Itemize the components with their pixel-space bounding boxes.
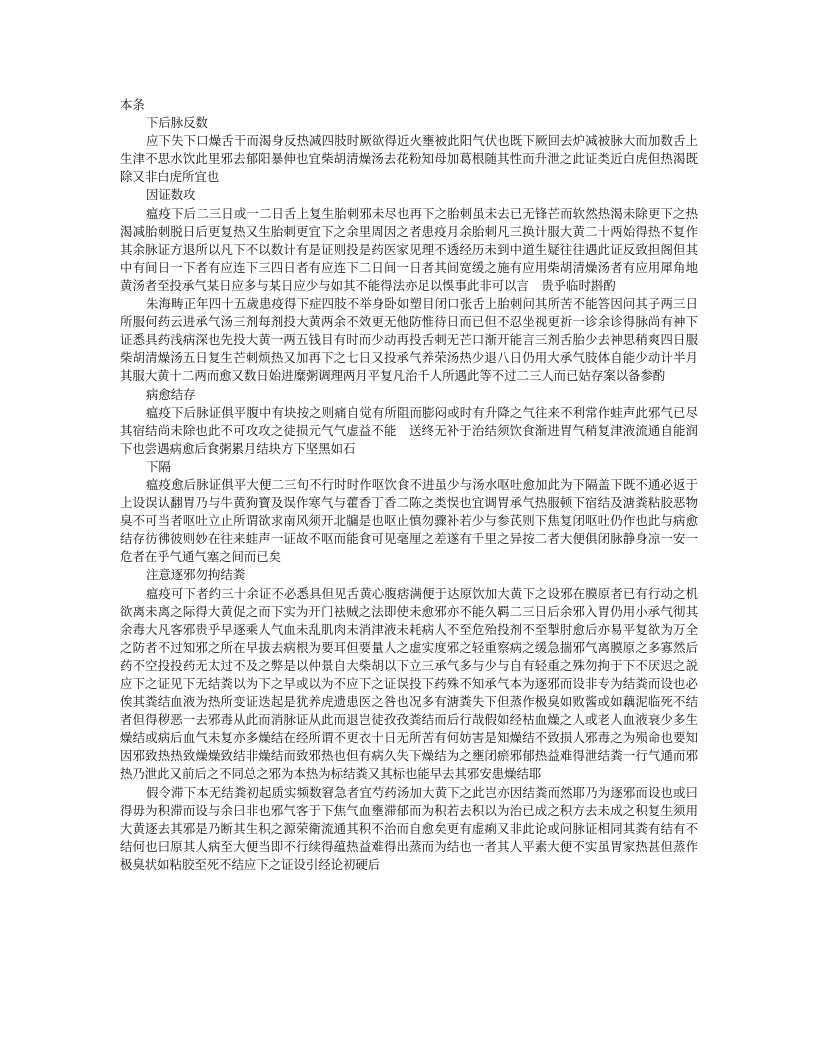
document-page bbox=[120, 96, 711, 874]
paragraph: 瘟疫可下者约三十余证不必悉具但见舌黄心腹痞满便于达原饮加大黄下之设邪在膜原者已有行动之机欲离未离之际得大黄促之而下实为开门袪贼之法即使未愈邪亦不能久羁二三日后余邪入胃仍用小承气彻其余毒大凡客邪贵乎早逐乘人气血未乱肌肉未消津液未耗病人不至危殆投剂不至掣肘愈后亦易平复欲为万全之防者不过知邪之所在早拔去病根为要耳但要量人之虚实度邪之轻重察病之缓急揣邪气离膜原之多寡然后药不空投投药无太过不及之弊是以仲景自大柴胡以下立三承气多与少与自有轻重之殊勿拘于下不厌迟之説 应下之证见下无结粪以为下之早或以为不应下之证误投下药殊不知承气本为逐邪而设非专为结粪而设也必俟其粪结血液为热所变证迭起是犹养虎遗患医之咎也况多有溏粪失下但蒸作极臭如败酱或如藕泥临死不结者但得秽恶一去邪毒从此而消脉证从此而退岂徒孜孜粪结而后行哉假如经枯血燥之人或老人血液衰少多生燥结或病后血气未复亦多燥结在经所谓不更衣十日无所苦有何妨害是知燥结不致损人邪毒之为殒命也要知因邪致热热致燥燥致结非燥结而致邪热也但有病久失下燥结为之壅闭瘀邪郁热益难得泄结粪一行气通而邪热乃泄此又前后之不同总之邪为本热为标结粪又其标也能早去其邪安患燥结耶 bbox=[120, 585, 711, 782]
paragraph: 瘟疫下后脉证俱平腹中有块按之则痛自觉有所阻而膨闷或时有升降之气往来不利常作蛙声此邪气已尽其宿结尚未除也此不可攻攻之徒损元气气虚益不能 送终无补于治结须饮食渐进胃气稍复津液流通自能润下也尝遇病愈后食粥累月结块方下坚黑如石 bbox=[120, 404, 698, 456]
section-heading-lower-block: 下隔 bbox=[146, 458, 171, 474]
paragraph: 应下失下口燥舌干而渴身反热减四肢时厥欲得近火壅被此阳气伏也既下厥回去炉减被脉大而加数舌上生津不思水饮此里邪去郁阳暴伸也宜柴胡清燥汤去花粉知母加葛根随其性而升泄之此证类近白虎但热渴既除又非白虎所宜也 bbox=[120, 133, 698, 185]
section-heading-repeated-purge: 因证数攻 bbox=[146, 187, 196, 203]
section-heading-expel-pathogen: 注意逐邪勿拘结粪 bbox=[146, 567, 246, 583]
paragraph: 瘟疫愈后脉证俱平大便二三旬不行时时作呕饮食不进虽少与汤水呕吐愈加此为下隔盖下既不通必返于上设误认翻胃乃与牛黄狗寶及误作寒气与藿香丁香二陈之类悮也宜调胃承气热服顿下宿结及溏粪粘胶恶物臭不可当者呕吐立止所谓欲求南风须开北牖是也呕止慎勿骤补若少与参芪则下焦复闭呕吐仍作也此与病愈结存彷彿彼则妙在往来蛙声一证故不呕而能食可见毫厘之差遂有千里之异按二者大便俱闭脉静身凉一安一危者在乎气通气塞之间而已矣 bbox=[120, 476, 698, 565]
paragraph: 瘟疫下后二三日或一二日舌上复生胎刺邪未尽也再下之胎刺虽未去已无锋芒而软然热渴未除更下之热渴减胎刺脱日后更复热又生胎刺更宜下之余里周因之者患疫月余胎刺凡三换计服大黄二十两始得热不复作其余脉证方退所以凡下不以数计有是证则投是药医家见理不透经历未到中道生疑往往遇此证反致担阁但其中有间日一下者有应连下三四日者有应连下二日间一日者其间宽缓之施有应用柴胡清燥汤者有应用犀角地黄汤者至投承气某日应多与某日应少与如其不能得法亦足以悞事此非可以言 贵乎临时斟酌 bbox=[120, 205, 698, 293]
paragraph-case-record: 朱海畴正年四十五歲患疫得下症四肢不举身卧如塑目闭口张舌上胎刺问其所苦不能答因问其子两三日所服何药云进承气汤三剂每剂投大黄两余不效更无他防惟待日而已但不忍坐视更祈一诊余诊得脉尚有神下证悉具药浅病深也先投大黄一两五钱目有时而少动再投舌刺无芒口渐开能言三剂舌胎少去神思稍爽四日服柴胡清燥汤五日复生芒刺烦热又加再下之七日又投承气养荣汤热少退八日仍用大承气肢体自能少动计半月其服大黄十二两而愈又数日始进糜粥调理两月平复凡治千人所遇此等不过二三人而已姑存案以备参酌 bbox=[120, 296, 698, 384]
section-heading-pulse-rapid: 下后脉反数 bbox=[146, 115, 208, 131]
section-heading-residual-knot: 病愈结存 bbox=[146, 386, 196, 402]
page-title: 本条 bbox=[120, 97, 145, 112]
paragraph: 假令滞下本无结粪初起质实频数窘急者宜芍药汤加大黄下之此岂亦因结粪而然耶乃为逐邪而设也或曰得毋为积滞而设与余曰非也邪气客于下焦气血壅滞郁而为积若去积以为治已成之积方去未成之积复生须用大黄逐去其邪是乃断其生积之源荣衛流通其积不治而自愈矣更有虚痢又非此论或问脉证相同其粪有结有不结何也曰原其人病至大便当即不行续得蕴热益难得出蒸而为结也一者其人平素大便不实虽胃家热甚但蒸作极臭状如粘胶至死不结应下之证设引经论初硬后 bbox=[120, 784, 698, 872]
